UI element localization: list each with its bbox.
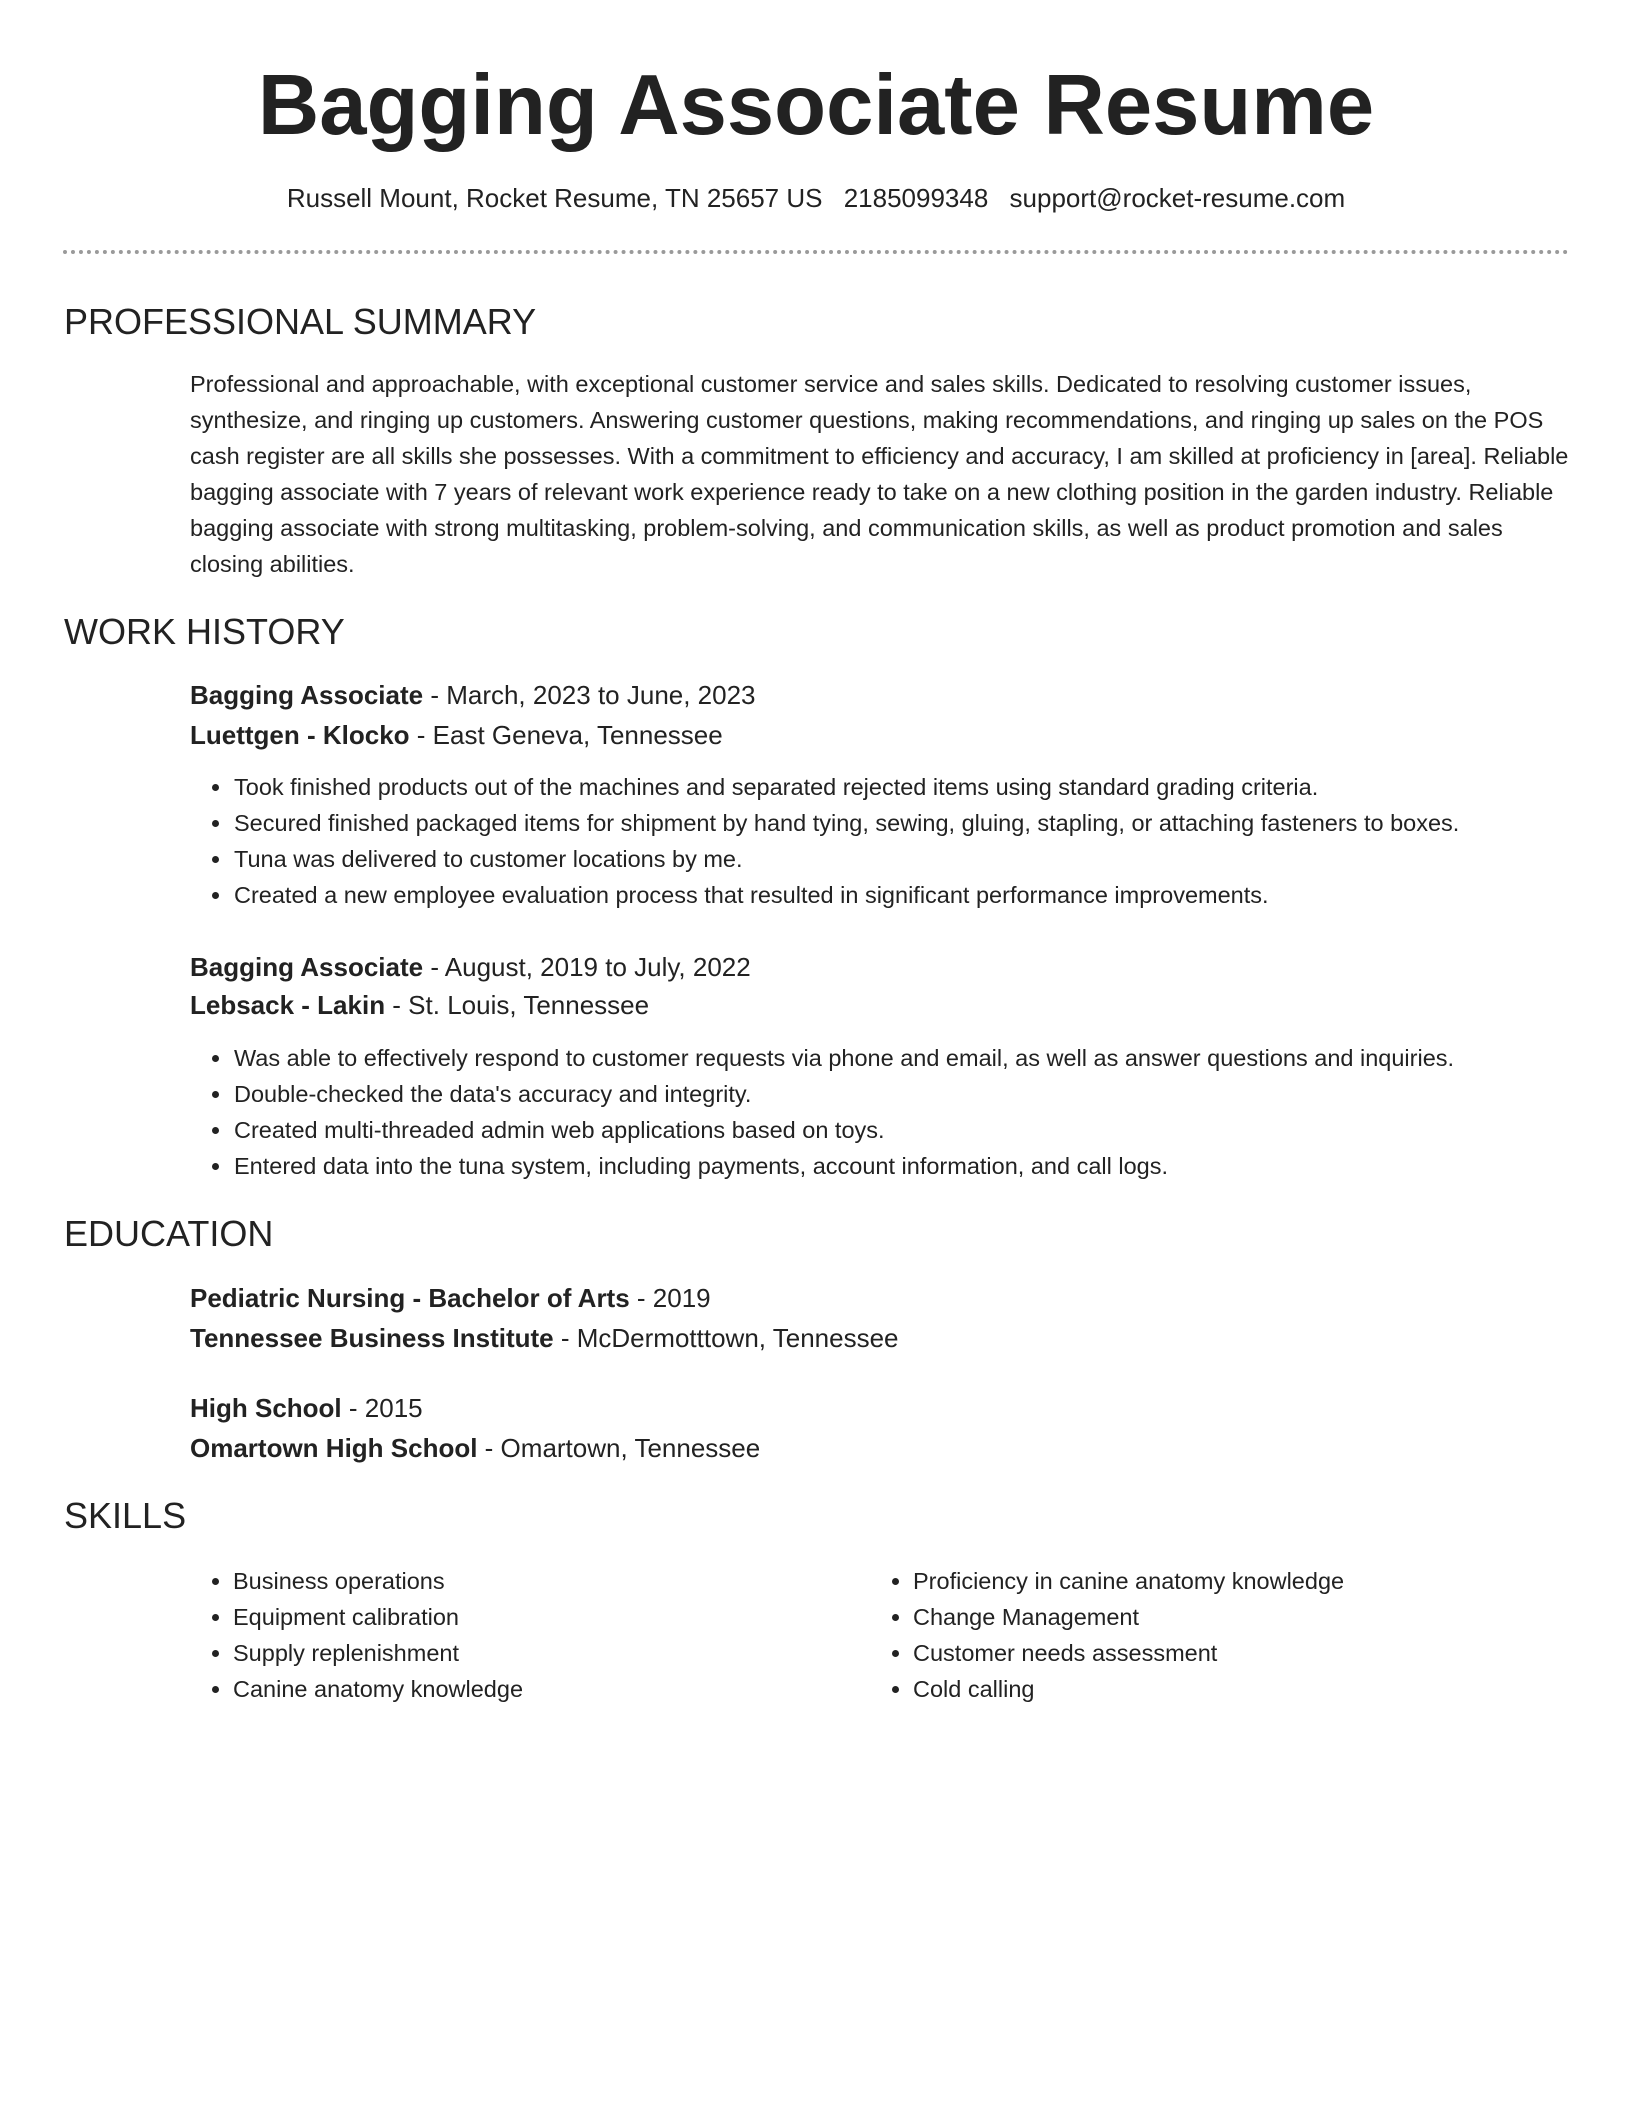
education-1-degree: Pediatric Nursing - Bachelor of Arts — [190, 1283, 630, 1313]
contact-address: Russell Mount, Rocket Resume, TN 25657 US — [286, 183, 823, 213]
education-2-year: - 2015 — [341, 1393, 423, 1423]
job-1-company: Luettgen - Klocko — [190, 720, 410, 750]
skill-item: • Supply replenishment — [233, 1635, 853, 1671]
skills-heading: SKILLS — [64, 1495, 187, 1536]
education-1-school: Tennessee Business Institute — [190, 1323, 554, 1353]
education-2-school-line — [190, 1430, 760, 1466]
education-2-school: Omartown High School — [190, 1433, 478, 1463]
skill-item: • Cold calling — [913, 1671, 1533, 1707]
list-item: • Secured finished packaged items for shipment by hand tying, sewing, gluing, stapling, or attaching fasteners to boxes. — [233, 805, 1632, 841]
summary-text: Professional and approachable, with exceptional customer service and sales skills. Dedicated to resolving customer issues, synthesize, and ringing up customers. Answering customer questions, making recommendations, and ringing up sales on the POS cash register are all skills she possesses. With a commitment to efficiency and accuracy, I am skilled at proficiency in [area]. Reliable bagging associate with 7 years of relevant work experience ready to take on a new clothing position in the garden industry. Reliable bagging associate with strong multitasking, problem-solving, and communication skills, as well as product promotion and sales closing abilities. — [190, 371, 1569, 577]
list-item: • Took finished products out of the machines and separated rejected items using standard grading criteria. — [233, 769, 1632, 805]
education-1-degree-line — [190, 1280, 711, 1316]
job-1-dates: - March, 2023 to June, 2023 — [423, 680, 756, 710]
contact-phone: 2185099348 — [843, 183, 989, 213]
skill-item: • Business operations — [233, 1563, 853, 1599]
list-item: • Created multi-threaded admin web applications based on toys. — [233, 1112, 1632, 1148]
skill-item: • Change Management — [913, 1599, 1533, 1635]
list-item: • Created a new employee evaluation process that resulted in significant performance improvements. — [233, 877, 1632, 913]
list-item: • Tuna was delivered to customer locations by me. — [233, 841, 1632, 877]
job-2-title-line — [190, 949, 751, 985]
header-divider — [63, 250, 1569, 254]
contact-line — [0, 180, 1632, 216]
education-2-degree: High School — [190, 1393, 342, 1423]
list-item: • Entered data into the tuna system, including payments, account information, and call logs. — [233, 1148, 1632, 1184]
job-1-location: - East Geneva, Tennessee — [409, 720, 723, 750]
skill-item: • Customer needs assessment — [913, 1635, 1533, 1671]
job-2-dates: - August, 2019 to July, 2022 — [423, 952, 751, 982]
resume-title: Bagging Associate Resume — [257, 58, 1375, 153]
skills-list-left — [190, 1563, 853, 1707]
contact-email: support@rocket-resume.com — [1009, 183, 1346, 213]
job-1-bullets — [190, 769, 1632, 913]
skill-item: • Canine anatomy knowledge — [233, 1671, 853, 1707]
education-heading: EDUCATION — [64, 1213, 274, 1254]
education-2-degree-line — [190, 1390, 423, 1426]
list-item: • Was able to effectively respond to customer requests via phone and email, as well as answer questions and inquiries. — [233, 1040, 1632, 1076]
education-2-location: - Omartown, Tennessee — [477, 1433, 761, 1463]
skill-item: • Proficiency in canine anatomy knowledge — [913, 1563, 1533, 1599]
work-history-heading: WORK HISTORY — [64, 611, 345, 652]
job-2-title: Bagging Associate — [190, 952, 424, 982]
skill-item: • Equipment calibration — [233, 1599, 853, 1635]
job-2-location: - St. Louis, Tennessee — [385, 990, 650, 1020]
education-1-location: - McDermotttown, Tennessee — [553, 1323, 899, 1353]
summary-heading: PROFESSIONAL SUMMARY — [64, 301, 537, 342]
job-1-title-line — [190, 677, 756, 713]
skills-list-right — [870, 1563, 1533, 1707]
job-2-company-line — [190, 987, 649, 1023]
job-2-bullets — [190, 1040, 1632, 1184]
job-1-company-line — [190, 717, 723, 753]
job-1-title: Bagging Associate — [190, 680, 424, 710]
education-1-year: - 2019 — [629, 1283, 711, 1313]
education-1-school-line — [190, 1320, 899, 1356]
job-2-company: Lebsack - Lakin — [190, 990, 386, 1020]
list-item: • Double-checked the data's accuracy and integrity. — [233, 1076, 1632, 1112]
